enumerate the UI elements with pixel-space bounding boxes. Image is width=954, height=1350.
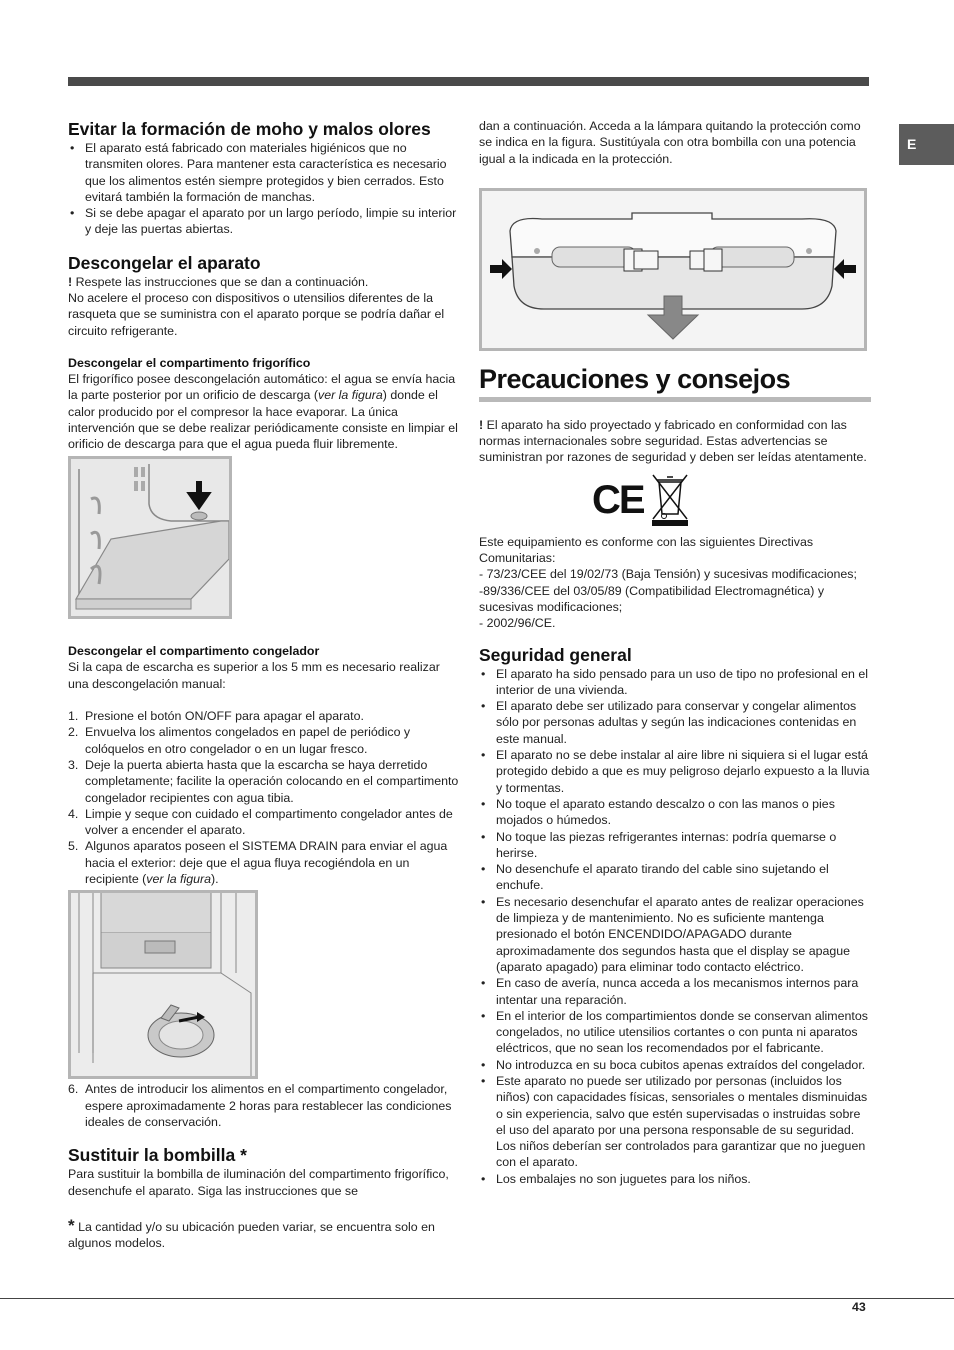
directiva-line: Este equipamiento es conforme con las siguientes Directivas Comunitarias: [479,534,814,566]
step-number: 5. [68,839,79,854]
lamp-cover-illustration [482,191,864,348]
frigorifico-heading: Descongelar el compartimento frigorífico [68,355,311,370]
text: El frigorífico posee descongelación automático: el agua se envía hacia la parte posterior por un orificio de descarga ( [68,371,456,403]
step-text: ). [211,872,219,887]
right-column [479,118,871,1187]
list-item [68,724,460,757]
list-item: • Los embalajes no son juguetes para los niños. [479,1171,871,1187]
list-item: • En caso de avería, nunca acceda a los mecanismos internos para intentar una reparación. [479,975,871,1008]
bombilla-paragraph: Para sustituir la bombilla de iluminación del compartimento frigorífico, desenchufe el aparato. Siga las instrucciones que se [68,1167,449,1198]
list-item [68,757,460,806]
list-item: • El aparato está fabricado con materiales higiénicos que no transmiten olores. Para mantener esta característica es necesario que los alimentos estén siempre protegidos y bien cerrados. Esto evitará también la formación de manchas. [68,140,460,205]
seguridad-heading: Seguridad general [479,644,632,665]
certification-marks [479,472,871,534]
list-item: • Si se debe apagar el aparato por un largo período, limpie su interior y deje las puertas abiertas. [68,205,460,238]
intro-text: El aparato ha sido proyectado y fabricado en conformidad con las normas internacionales sobre seguridad. Estas advertencias se suministran por razones de seguridad y deben ser leídas atentamente. [479,417,867,465]
list-item: • Este aparato no puede ser utilizado por personas (incluidos los niños) con capacidades físicas, sensoriales o mentales disminuidas o sin experiencia, salvo que estén supervisadas o instruidas sobre el uso del aparato por una persona responsable de su seguridad. Los niños deberían ser controlados para garantizar que no jueguen con el aparato. [479,1073,871,1171]
step-number: 2. [68,725,79,740]
figure-ref: ver la figura [318,388,383,403]
precauciones-title: Precauciones y consejos [479,363,791,394]
directiva-line: - 2002/96/CE. [479,616,556,631]
descongelar-paragraph: No acelere el proceso con dispositivos o utensilios diferentes de la rasqueta que se suministra con el aparato porque se podría dañar el circuito refrigerante. [68,291,445,338]
footnote-mark: * [68,1215,75,1235]
list-item: • No desenchufe el aparato tirando del cable sino sujetando el enchufe. [479,861,871,894]
list-item: • El aparato debe ser utilizado para conservar y congelar alimentos sólo por personas adultas y según las indicaciones contenidas en este manual. [479,698,871,747]
freezer-drain-illustration [71,893,255,1076]
text: ) donde el calor producido por el compresor la hace evaporar. La única intervención que se debe realizar periódicamente consiste en limpiar el orificio de descarga para que el agua pueda fluir libremente. [68,388,458,452]
footer-rule [0,1298,954,1299]
list-item: • El aparato ha sido pensado para un uso de tipo no profesional en el interior de una vivienda. [479,666,871,699]
bombilla-continuation: dan a continuación. Acceda a la lámpara quitando la protección como se indica en la figura. Sustitúyala con otra bombilla con una potencia igual a la indicada en la protección. [479,119,861,166]
step-number: 1. [68,709,79,724]
bombilla-heading: Sustituir la bombilla * [68,1145,247,1166]
list-item: • No toque las piezas refrigerantes internas: podría quemarse o herirse. [479,829,871,862]
lamp-cover-figure [479,188,867,351]
list-item: • No toque el aparato estando descalzo o con las manos o pies mojados o húmedos. [479,796,871,829]
moho-list [68,140,460,238]
congelador-heading: Descongelar el compartimento congelador [68,644,320,659]
step-text: Deje la puerta abierta hasta que la escarcha se haya derretido completamente; facilite la operación colocando en el compartimento congelador recipientes con agua tibia. [85,757,459,805]
step-number: 6. [68,1082,79,1097]
descongelar-heading: Descongelar el aparato [68,252,261,273]
fridge-drain-figure [68,456,232,619]
step-text: Antes de introducir los alimentos en el compartimento congelador, espere aproximadamente 2 horas para restablecer las condiciones ideales de conservación. [85,1082,452,1129]
list-item: • El aparato no se debe instalar al aire libre ni siquiera si el lugar está protegido debido a que es muy peligroso dejarlo expuesto a la lluvia y tormentas. [479,747,871,796]
left-column [68,118,460,1251]
warning-mark: ! [68,274,73,289]
list-item [68,838,460,887]
weee-bin-icon [650,472,690,528]
frigorifico-paragraph [68,371,460,452]
step-text: Envuelva los alimentos congelados en papel de periódico y colóquelos en otro congelador o en un lugar fresco. [85,725,411,756]
directiva-line: - 73/23/CEE del 19/02/73 (Baja Tensión) y sucesivas modificaciones; [479,567,857,582]
moho-heading: Evitar la formación de moho y malos olores [68,119,431,139]
step-text: Limpie y seque con cuidado el compartimento congelador antes de volver a encender el aparato. [85,806,453,838]
page-number: 43 [852,1300,866,1314]
congelador-step6 [68,1081,460,1130]
list-item: • En el interior de los compartimientos donde se conservan alimentos congelados, no utilice utensilios cortantes o con punta ni aparatos eléctricos, que no sean los recomendados por el fabricante. [479,1008,871,1057]
figure-ref: ver la figura [146,872,212,887]
step-text: Algunos aparatos poseen el SISTEMA DRAIN para enviar el agua hacia el exterior: deje que el agua fluya recogiéndola en un recipiente ( [85,839,448,887]
step-number: 4. [68,806,79,821]
fridge-interior-illustration [71,459,229,616]
step-number: 3. [68,757,79,772]
title-rule [479,397,871,402]
warning-text: Respete las instrucciones que se dan a continuación. [72,274,369,289]
language-tab: E [899,124,954,165]
step-text: Presione el botón ON/OFF para apagar el aparato. [85,709,364,724]
footnote [68,1215,460,1252]
list-item [68,1081,460,1130]
drain-system-figure [68,890,258,1079]
list-item: • Es necesario desenchufar el aparato antes de realizar operaciones de limpieza y de mantenimiento. No es suficiente mantenga presionado el botón ENCENDIDO/APAGADO durante aproximadamente dos segundos hasta que el display se apague (aparato apagado) para eliminar todo contacto eléctrico. [479,894,871,975]
top-rule [68,77,869,86]
warning-mark: ! [479,417,484,432]
footnote-text: La cantidad y/o su ubicación pueden variar, se encuentra solo en algunos modelos. [68,1219,435,1251]
ce-mark: CE [592,477,644,522]
list-item: • No introduzca en su boca cubitos apenas extraídos del congelador. [479,1057,871,1073]
directiva-line: -89/336/CEE del 03/05/89 (Compatibilidad Electromagnética) y sucesivas modificaciones; [479,583,825,614]
congelador-steps [68,708,460,887]
list-item [68,806,460,839]
congelador-intro: Si la capa de escarcha es superior a los 5 mm es necesario realizar una descongelación manual: [68,660,440,691]
list-item [68,708,460,724]
seguridad-list [479,666,871,1188]
precauciones-intro [479,417,871,466]
descongelar-warning [68,274,460,290]
